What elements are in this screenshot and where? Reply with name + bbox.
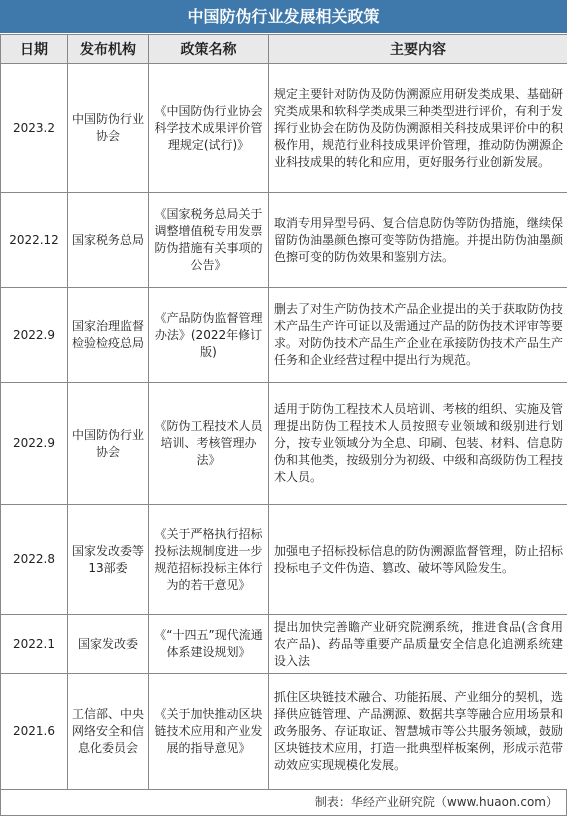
row-policy: 《关于加快推动区块链技术应用和产业发展的指导意见》: [149, 674, 269, 790]
row-date: 2022.8: [1, 505, 68, 615]
row-policy: 《中国防伪行业协会科学技术成果评价管理规定(试行)》: [149, 64, 269, 193]
table-row: [1, 64, 567, 193]
row-date: 2021.6: [1, 674, 68, 790]
row-content: 加强电子招标投标信息的防伪溯源监督管理，防止招标投标电子文件伪造、篡改、破坏等风险发生。: [269, 505, 567, 615]
row-policy: 《关于严格执行招标投标法规制度进一步规范招标投标主体行为的若干意见》: [149, 505, 269, 615]
table-row: [1, 193, 567, 288]
header-org: 发布机构: [68, 35, 149, 64]
row-org: 中国防伪行业协会: [68, 64, 149, 193]
row-content: 提出加快完善瞻产业研究院溯系统，推进食品(含食用农产品)、药品等重要产品质量安全信息化追溯系统建设入法: [269, 615, 567, 674]
row-date: 2022.9: [1, 288, 68, 383]
row-org: 国家发改委: [68, 615, 149, 674]
table-row: [1, 615, 567, 674]
table-header-row: [1, 35, 567, 64]
row-policy: 《国家税务总局关于调整增值税专用发票防伪措施有关事项的公告》: [149, 193, 269, 288]
row-org: 中国防伪行业协会: [68, 383, 149, 505]
table-row: [1, 505, 567, 615]
table-row: [1, 288, 567, 383]
policy-table: [0, 34, 567, 790]
row-date: 2022.1: [1, 615, 68, 674]
row-policy: 《产品防伪监督管理办法》(2022年修订版): [149, 288, 269, 383]
row-policy: 《防伪工程技术人员培训、考核管理办法》: [149, 383, 269, 505]
row-org: 国家发改委等13部委: [68, 505, 149, 615]
row-org: 工信部、中央网络安全和信息化委员会: [68, 674, 149, 790]
source-footer: 制表：华经产业研究院（www.huaon.com）: [0, 790, 567, 816]
row-policy: 《“十四五”现代流通体系建设规划》: [149, 615, 269, 674]
header-content: 主要内容: [269, 35, 567, 64]
row-content: 适用于防伪工程技术人员培训、考核的组织、实施及管理提出防伪工程技术人员按照专业领域和级别进行划分，按专业领域分为全息、印刷、包装、材料、信息防伪和其他类，按级别分为初级、中级和高级防伪工程技术人员。: [269, 383, 567, 505]
header-date: 日期: [1, 35, 68, 64]
row-content: 抓住区块链技术融合、功能拓展、产业细分的契机，选择供应链管理、产品溯源、数据共享等融合应用场景和政务服务、存证取证、智慧城市等公共服务领域，鼓励区块链技术应用，打造一批典型样板案例，形成示范带动效应实现规模化发展。: [269, 674, 567, 790]
row-date: 2023.2: [1, 64, 68, 193]
page-title: 中国防伪行业发展相关政策: [0, 0, 567, 34]
table-row: [1, 674, 567, 790]
row-content: 删去了对生产防伪技术产品企业提出的关于获取防伪技术产品生产许可证以及需通过产品的防伪技术评审等要求。对防伪技术产品生产企业在承接防伪技术产品生产任务和企业经营过程中提出行为规范。: [269, 288, 567, 383]
row-date: 2022.12: [1, 193, 68, 288]
row-content: 取消专用异型号码、复合信息防伪等防伪措施，继续保留防伪油墨颜色擦可变等防伪措施。并提出防伪油墨颜色擦可变的防伪效果和鉴别方法。: [269, 193, 567, 288]
header-policy: 政策名称: [149, 35, 269, 64]
row-org: 国家税务总局: [68, 193, 149, 288]
row-content: 规定主要针对防伪及防伪溯源应用研发类成果、基础研究类成果和软科学类成果三种类型进行评价，有利于发挥行业协会在防伪及防伪溯源相关科技成果评价中的积极作用，规范行业科技成果评价管理，推动防伪溯源企业科技成果的转化和应用，更好服务行业创新发展。: [269, 64, 567, 193]
row-org: 国家治理监督检验检疫总局: [68, 288, 149, 383]
table-row: [1, 383, 567, 505]
row-date: 2022.9: [1, 383, 68, 505]
